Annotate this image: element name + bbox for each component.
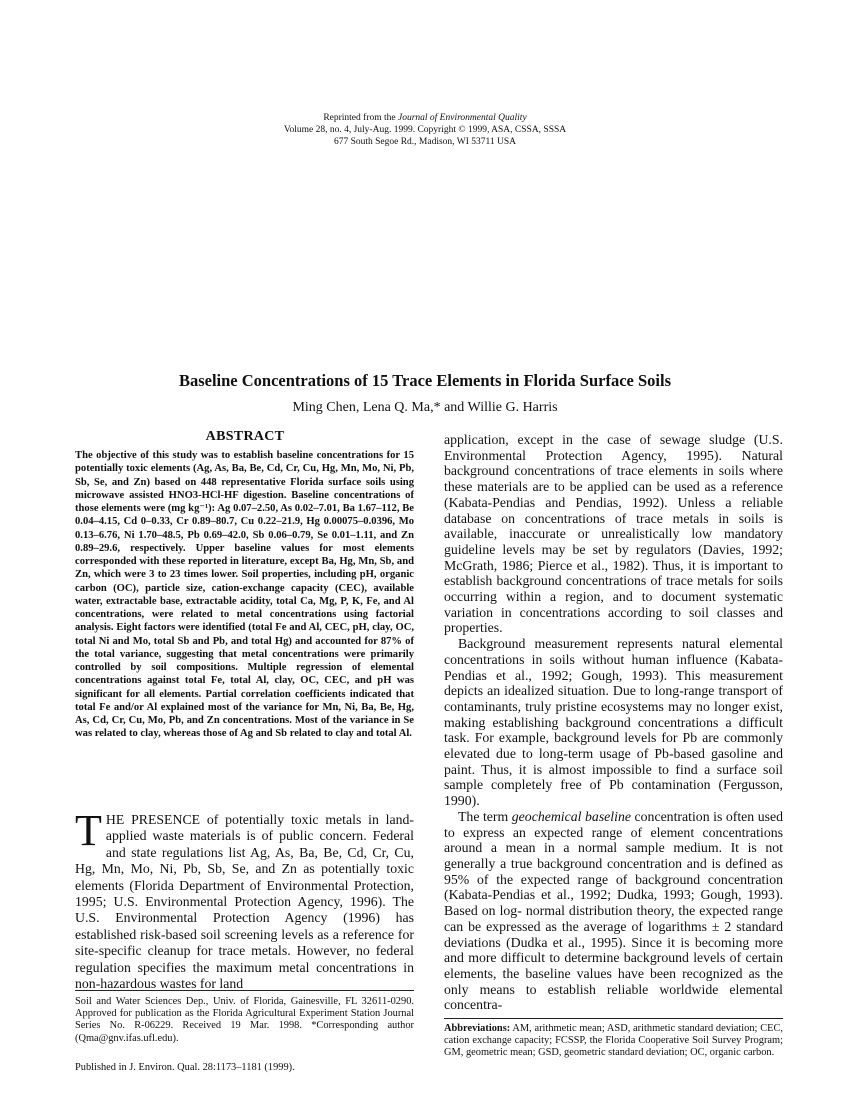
intro-smallcaps: HE PRESENCE (105, 812, 201, 827)
journal-name: Journal of Environmental Quality (397, 113, 527, 123)
reprint-line-2: Volume 28, no. 4, July-Aug. 1999. Copyright © 1999, ASA, CSSA, SSSA (283, 125, 567, 135)
abstract-heading: ABSTRACT (205, 429, 285, 444)
paper-title: Baseline Concentrations of 15 Trace Elements in Florida Surface Soils (178, 371, 672, 390)
author-list: Ming Chen, Lena Q. Ma,* and Willie G. Harris (292, 400, 558, 415)
reprint-line-1 (0, 113, 850, 125)
published-footnote: Published in J. Environ. Qual. 28:1173–1181 (1999). (75, 1062, 295, 1073)
body-paragraph-1: application, except in the case of sewage sludge (U.S. Environmental Protection Agency, 1995). Natural background concentrations of trace elements in soils where these materials are to be applied can be used as a reference (Kabata-Pendias and Pendias, 1992). Unless a reliable database on concentrations of trace metals in soils is available, inaccurate or unrealistically low mandatory guideline levels may be set by regulators (Davies, 1992; McGrath, 1986; Pierce et al., 1982). Thus, it is important to establish background concentrations of trace metals for soils occurring within a region, and to document systematic variation in concentrations according to soil classes and properties. (444, 432, 783, 636)
abbreviations-label: Abbreviations: (444, 1023, 511, 1034)
p3-rest: concentration is often used to express an expected range of element concentrations around a mean in a normal sample medium. It is not generally a true background concentration and is defined as 95% of the expected range of background concentration (Kabata-Pendias et al., 1992; Dudka, 1993; Gough, 1993). Based on log- normal distribution theory, the expected range can be expressed as the average of logarithms ± 2 standard deviations (Dudka et al., 1995). Since it is becoming more and more difficult to determine background levels of certain elements, the baseline values have been recognized as the only means to establish reliable worldwide elemental concentra- (444, 808, 783, 1013)
p3-term: geochemical baseline (511, 808, 631, 824)
body-paragraph-2: Background measurement represents natural elemental concentrations in soils without human influence (Kabata-Pendias et al., 1992; Gough, 1993). This measurement depicts an idealized situation. Due to long-range transport of contaminants, truly pristine ecosystems may no longer exist, making establishing background concentrations a difficult task. For example, background levels for Pb are commonly elevated due to long-term usage of Pb-based gasoline and paint. Thus, it is almost impossible to find a surface soil sample completely free of Pb contamination (Fergusson, 1990). (444, 636, 783, 809)
abstract-body: The objective of this study was to establish baseline concentrations for 15 potentially toxic elements (Ag, As, Ba, Be, Cd, Cr, Cu, Hg, Mn, Mo, Ni, Pb, Sb, Se, and Zn) based on 448 representative Florida surface soils using microwave assisted HNO3-HCl-HF digestion. Baseline concentrations of those elements were (mg kg⁻¹): Ag 0.07–2.50, As 0.02–7.01, Ba 1.67–112, Be 0.04–4.15, Cd 0–0.33, Cr 0.89–80.7, Cu 0.22–21.9, Hg 0.00075–0.0396, Mo 0.13–6.76, Ni 1.70–48.5, Pb 0.69–42.0, Sb 0.06–0.79, Se 0.01–1.11, and Zn 0.89–29.6, respectively. Upper baseline values for most elements corresponded with these reported in literature, except Ba, Hg, Mn, Sb, and Zn, which were 3 to 23 times lower. Soil properties, including pH, organic carbon (OC), particle size, cation-exchange capacity (CEC), available water, extractable base, extractable acidity, total Ca, Mg, P, K, Fe, and Al concentrations, were related to metal concentrations using factorial analysis. Eight factors were identified (total Fe and Al, CEC, pH, clay, OC, total Ni and Mo, total Sb and Pb, and total Hg) and accounted for 87% of the total variance, suggesting that metal concentrations were primarily controlled by soil compositions. Multiple regression of elemental concentrations against total Fe, total Al, clay, OC, CEC, and pH was significant for all elements. Partial correlation coefficients indicated that total Fe and/or Al explained most of the variance for Mn, Ni, Ba, Be, Hg, As, Cd, Cr, Cu, Mo, Pb, and Zn concentrations. Most of the variance in Se was related to clay, whereas those of Ag and Sb related to clay and total Al. (75, 450, 414, 740)
introduction-paragraph (75, 806, 414, 992)
abbreviations-footnote (444, 1023, 783, 1060)
abbreviations-text: AM, arithmetic mean; ASD, arithmetic standard deviation; CEC, cation exchange capacity; FCSSP, the Florida Cooperative Soil Survey Program; GM, geometric mean; GSD, geometric standard deviation; OC, organic carbon. (444, 1023, 783, 1059)
affiliation-footnote: Soil and Water Sciences Dep., Univ. of Florida, Gainesville, FL 32611-0290. Approved for publication as the Florida Agricultural Experiment Station Journal Series No. R-06229. Received 19 Mar. 1998. *Corresponding author (Qma@gnv.ifas.ufl.edu). (75, 996, 414, 1044)
drop-cap: T (75, 806, 102, 855)
abbreviations-rule (444, 1018, 783, 1019)
footnote-rule (75, 990, 414, 991)
right-column (444, 432, 783, 1013)
reprint-line-3: 677 South Segoe Rd., Madison, WI 53711 USA (333, 137, 517, 147)
body-paragraph-3 (444, 809, 783, 1013)
reprint-prefix: Reprinted from the (323, 113, 398, 123)
intro-text: of potentially toxic metals in land-applied waste materials is of public concern. Federal and state regulations list Ag, As, Ba, Be, Cd, Cr, Cu, Hg, Mn, Mo, Ni, Pb, Sb, Se, and Zn as potentially toxic elements (Florida Department of Environmental Protection, 1995; U.S. Environmental Protection Agency, 1996). The U.S. Environmental Protection Agency (1996) has established risk-based soil screening levels as a reference for site-specific cleanup for trace metals. However, no federal regulation specifies the maximum metal concentrations in non-hazardous wastes for land (75, 812, 414, 992)
p3-prefix: The term (458, 808, 512, 824)
